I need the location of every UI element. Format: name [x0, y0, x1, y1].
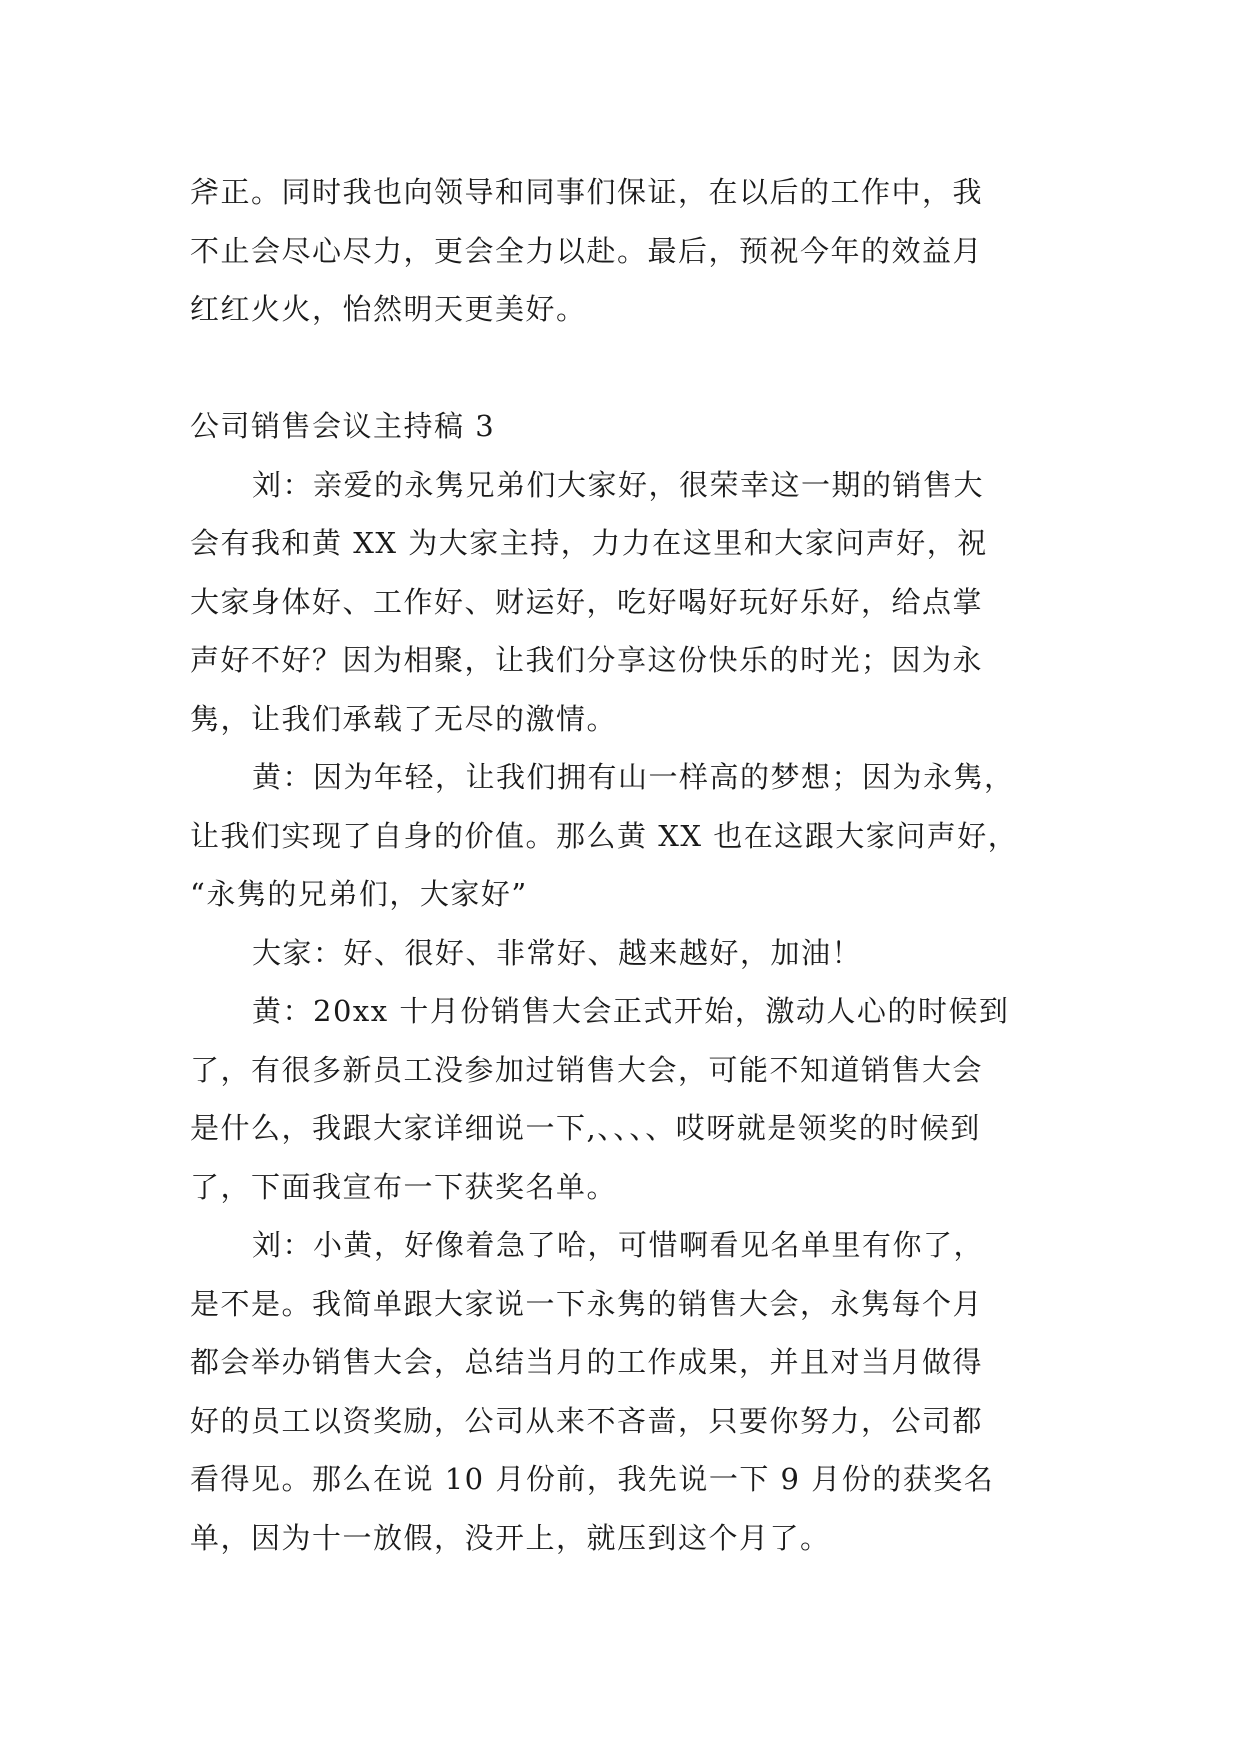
- paragraph-liu-explain: [190, 1216, 1090, 1567]
- text-line: 刘：小黄，好像着急了哈，可惜啊看见名单里有你了，: [252, 1228, 985, 1262]
- paragraph-huang-start: [190, 982, 1090, 1216]
- text-line: 了，下面我宣布一下获奖名单。: [190, 1169, 618, 1204]
- text-line: 斧正。同时我也向领导和同事们保证，在以后的工作中，我: [190, 175, 984, 209]
- text-line: “永隽的兄弟们，大家好”: [190, 877, 528, 911]
- text-line: 是什么，我跟大家详细说一下,、、、、哎呀就是领奖的时候到: [190, 1111, 981, 1145]
- text-line: 是不是。我简单跟大家说一下永隽的销售大会，永隽每个月: [190, 1286, 984, 1321]
- paragraph-huang-greeting: [190, 748, 1090, 924]
- paragraph-gap: [190, 339, 1090, 398]
- text-line: 让我们实现了自身的价值。那么黄 XX 也在这跟大家问声好，: [190, 818, 1019, 853]
- paragraph-liu-opening: [190, 456, 1090, 749]
- text-line: 红红火火，怡然明天更美好。: [190, 292, 587, 326]
- text-line: 黄：因为年轻，让我们拥有山一样高的梦想；因为永隽，: [252, 760, 1015, 794]
- paragraph-everyone-response: [190, 924, 1090, 983]
- document-body: [190, 163, 1090, 1567]
- text-line: 好的员工以资奖励，公司从来不吝啬，只要你努力，公司都: [190, 1403, 984, 1438]
- text-line: 大家身体好、工作好、财运好，吃好喝好玩好乐好，给点掌: [190, 584, 984, 619]
- text-line: 看得见。那么在说 10 月份前，我先说一下 9 月份的获奖名: [190, 1462, 995, 1496]
- text-line: 大家：好、很好、非常好、越来越好，加油！: [252, 935, 863, 970]
- text-line: 黄：20xx 十月份销售大会正式开始，激动人心的时候到: [252, 994, 1010, 1028]
- text-line: 会有我和黄 XX 为大家主持，力力在这里和大家问声好，祝: [190, 526, 988, 560]
- text-line: 刘：亲爱的永隽兄弟们大家好，很荣幸这一期的销售大: [252, 467, 985, 502]
- text-line: 都会举办销售大会，总结当月的工作成果，并且对当月做得: [190, 1345, 984, 1379]
- section-title: 公司销售会议主持稿 3: [190, 409, 496, 443]
- text-line: 单，因为十一放假，没开上，就压到这个月了。: [190, 1520, 831, 1555]
- text-line: 不止会尽心尽力，更会全力以赴。最后，预祝今年的效益月: [190, 233, 984, 268]
- text-line: 声好不好？因为相聚，让我们分享这份快乐的时光；因为永: [190, 643, 984, 677]
- text-line: 了，有很多新员工没参加过销售大会，可能不知道销售大会: [190, 1052, 984, 1087]
- text-line: 隽，让我们承载了无尽的激情。: [190, 701, 618, 736]
